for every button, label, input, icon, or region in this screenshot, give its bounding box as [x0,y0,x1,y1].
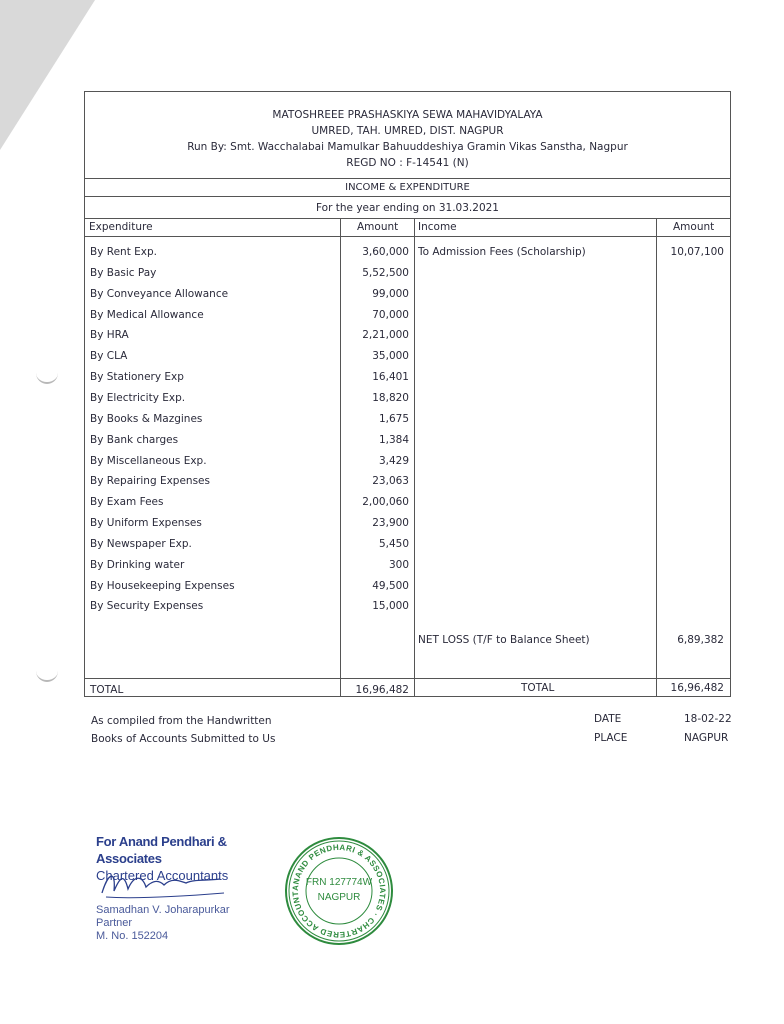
membership-number: M. No. 152204 [96,930,169,942]
signatory-role: Partner [96,917,133,929]
expenditure-row-amount: 23,900 [372,517,409,529]
expenditure-row-label: By Basic Pay [90,267,157,279]
note-line-1: As compiled from the Handwritten [91,715,272,727]
designation: Chartered Accountants [96,868,229,883]
expenditure-row-label: By HRA [90,329,129,341]
expenditure-row-amount: 16,401 [372,371,409,383]
expenditure-header: Expenditure [89,221,153,233]
income-row-label: To Admission Fees (Scholarship) [418,246,586,258]
stamp-circle [283,835,395,947]
expenditure-row-amount: 2,21,000 [362,329,409,341]
college-name: MATOSHREEE PRASHASKIYA SEWA MAHAVIDYALAYA [272,109,543,121]
expenditure-row-label: By Bank charges [90,434,179,446]
expenditure-row-amount: 1,675 [378,413,409,425]
expenditure-row-label: By Exam Fees [90,496,164,508]
firm-name: For Anand Pendhari & Associates [96,834,227,866]
expenditure-row-label: By Books & Mazgines [90,413,203,425]
income-row-amount: 10,07,100 [670,246,724,258]
income-header: Income [418,221,457,233]
expenditure-row-amount: 15,000 [372,600,409,612]
date-value: 18-02-22 [684,713,732,725]
expenditure-row-amount: 300 [388,559,409,571]
expenditure-row-label: By CLA [90,350,128,362]
statement-title: INCOME & EXPENDITURE [85,178,730,197]
expenditure-row-label: By Uniform Expenses [90,517,202,529]
total-left-amount: 16,96,482 [355,684,409,696]
total-right-amount: 16,96,482 [670,682,724,694]
expenditure-row-label: By Miscellaneous Exp. [90,455,207,467]
total-left-label: TOTAL [90,684,124,696]
expenditure-row-label: By Electricity Exp. [90,392,186,404]
expenditure-row-label: By Newspaper Exp. [90,538,192,550]
document-header [85,92,730,179]
total-right-label: TOTAL [521,682,555,694]
amount-left-header: Amount [357,221,399,233]
svg-text:ANAND PENDHARI & ASSOCIATES ·: ANAND PENDHARI & ASSOCIATES · CHARTERED ACCOUNT [290,842,388,940]
expenditure-row-amount: 5,52,500 [362,267,409,279]
column-header-row [85,218,730,237]
expenditure-row-amount: 99,000 [372,288,409,300]
note-line-2: Books of Accounts Submitted to Us [91,733,276,745]
expenditure-row-label: By Repairing Expenses [90,475,210,487]
stamp-frn: FRN 127774W [305,877,373,888]
firm-stamp [283,835,395,947]
punch-hole-bottom [36,670,58,682]
total-divider [85,678,730,679]
expenditure-row-amount: 23,063 [372,475,409,487]
expenditure-row-amount: 35,000 [372,350,409,362]
expenditure-row-amount: 18,820 [372,392,409,404]
date-label: DATE [594,713,622,725]
expenditure-row-label: By Drinking water [90,559,185,571]
expenditure-row-label: By Stationery Exp [90,371,184,383]
divider-line [656,218,657,696]
statement-table [84,91,731,697]
expenditure-row-label: By Security Expenses [90,600,204,612]
net-loss-label: NET LOSS (T/F to Balance Sheet) [418,634,590,646]
expenditure-row-label: By Housekeeping Expenses [90,580,235,592]
net-loss-amount: 6,89,382 [677,634,724,646]
place-value: NAGPUR [684,732,729,744]
registration-number: REGD NO : F-14541 (N) [346,157,469,169]
college-address: UMRED, TAH. UMRED, DIST. NAGPUR [311,125,504,137]
punch-hole-top [36,372,58,384]
compilation-note [91,712,275,748]
expenditure-row-amount: 3,60,000 [362,246,409,258]
stamp-city: NAGPUR [317,892,361,903]
expenditure-row-amount: 49,500 [372,580,409,592]
period-line: For the year ending on 31.03.2021 [85,197,730,219]
expenditure-row-amount: 70,000 [372,309,409,321]
handwritten-signature [94,863,244,903]
folded-corner [0,0,95,150]
expenditure-row-amount: 5,450 [378,538,409,550]
divider-line [414,218,415,696]
expenditure-row-amount: 3,429 [378,455,409,467]
expenditure-row-amount: 2,00,060 [362,496,409,508]
place-label: PLACE [594,732,628,744]
expenditure-row-amount: 1,384 [378,434,409,446]
expenditure-row-label: By Conveyance Allowance [90,288,229,300]
managing-trust: Run By: Smt. Wacchalabai Mamulkar Bahuuddeshiya Gramin Vikas Sanstha, Nagpur [187,141,628,153]
signature-block [96,833,286,943]
expenditure-row-label: By Rent Exp. [90,246,157,258]
signatory-name: Samadhan V. Joharapurkar [96,904,230,916]
amount-right-header: Amount [673,221,715,233]
expenditure-row-label: By Medical Allowance [90,309,204,321]
